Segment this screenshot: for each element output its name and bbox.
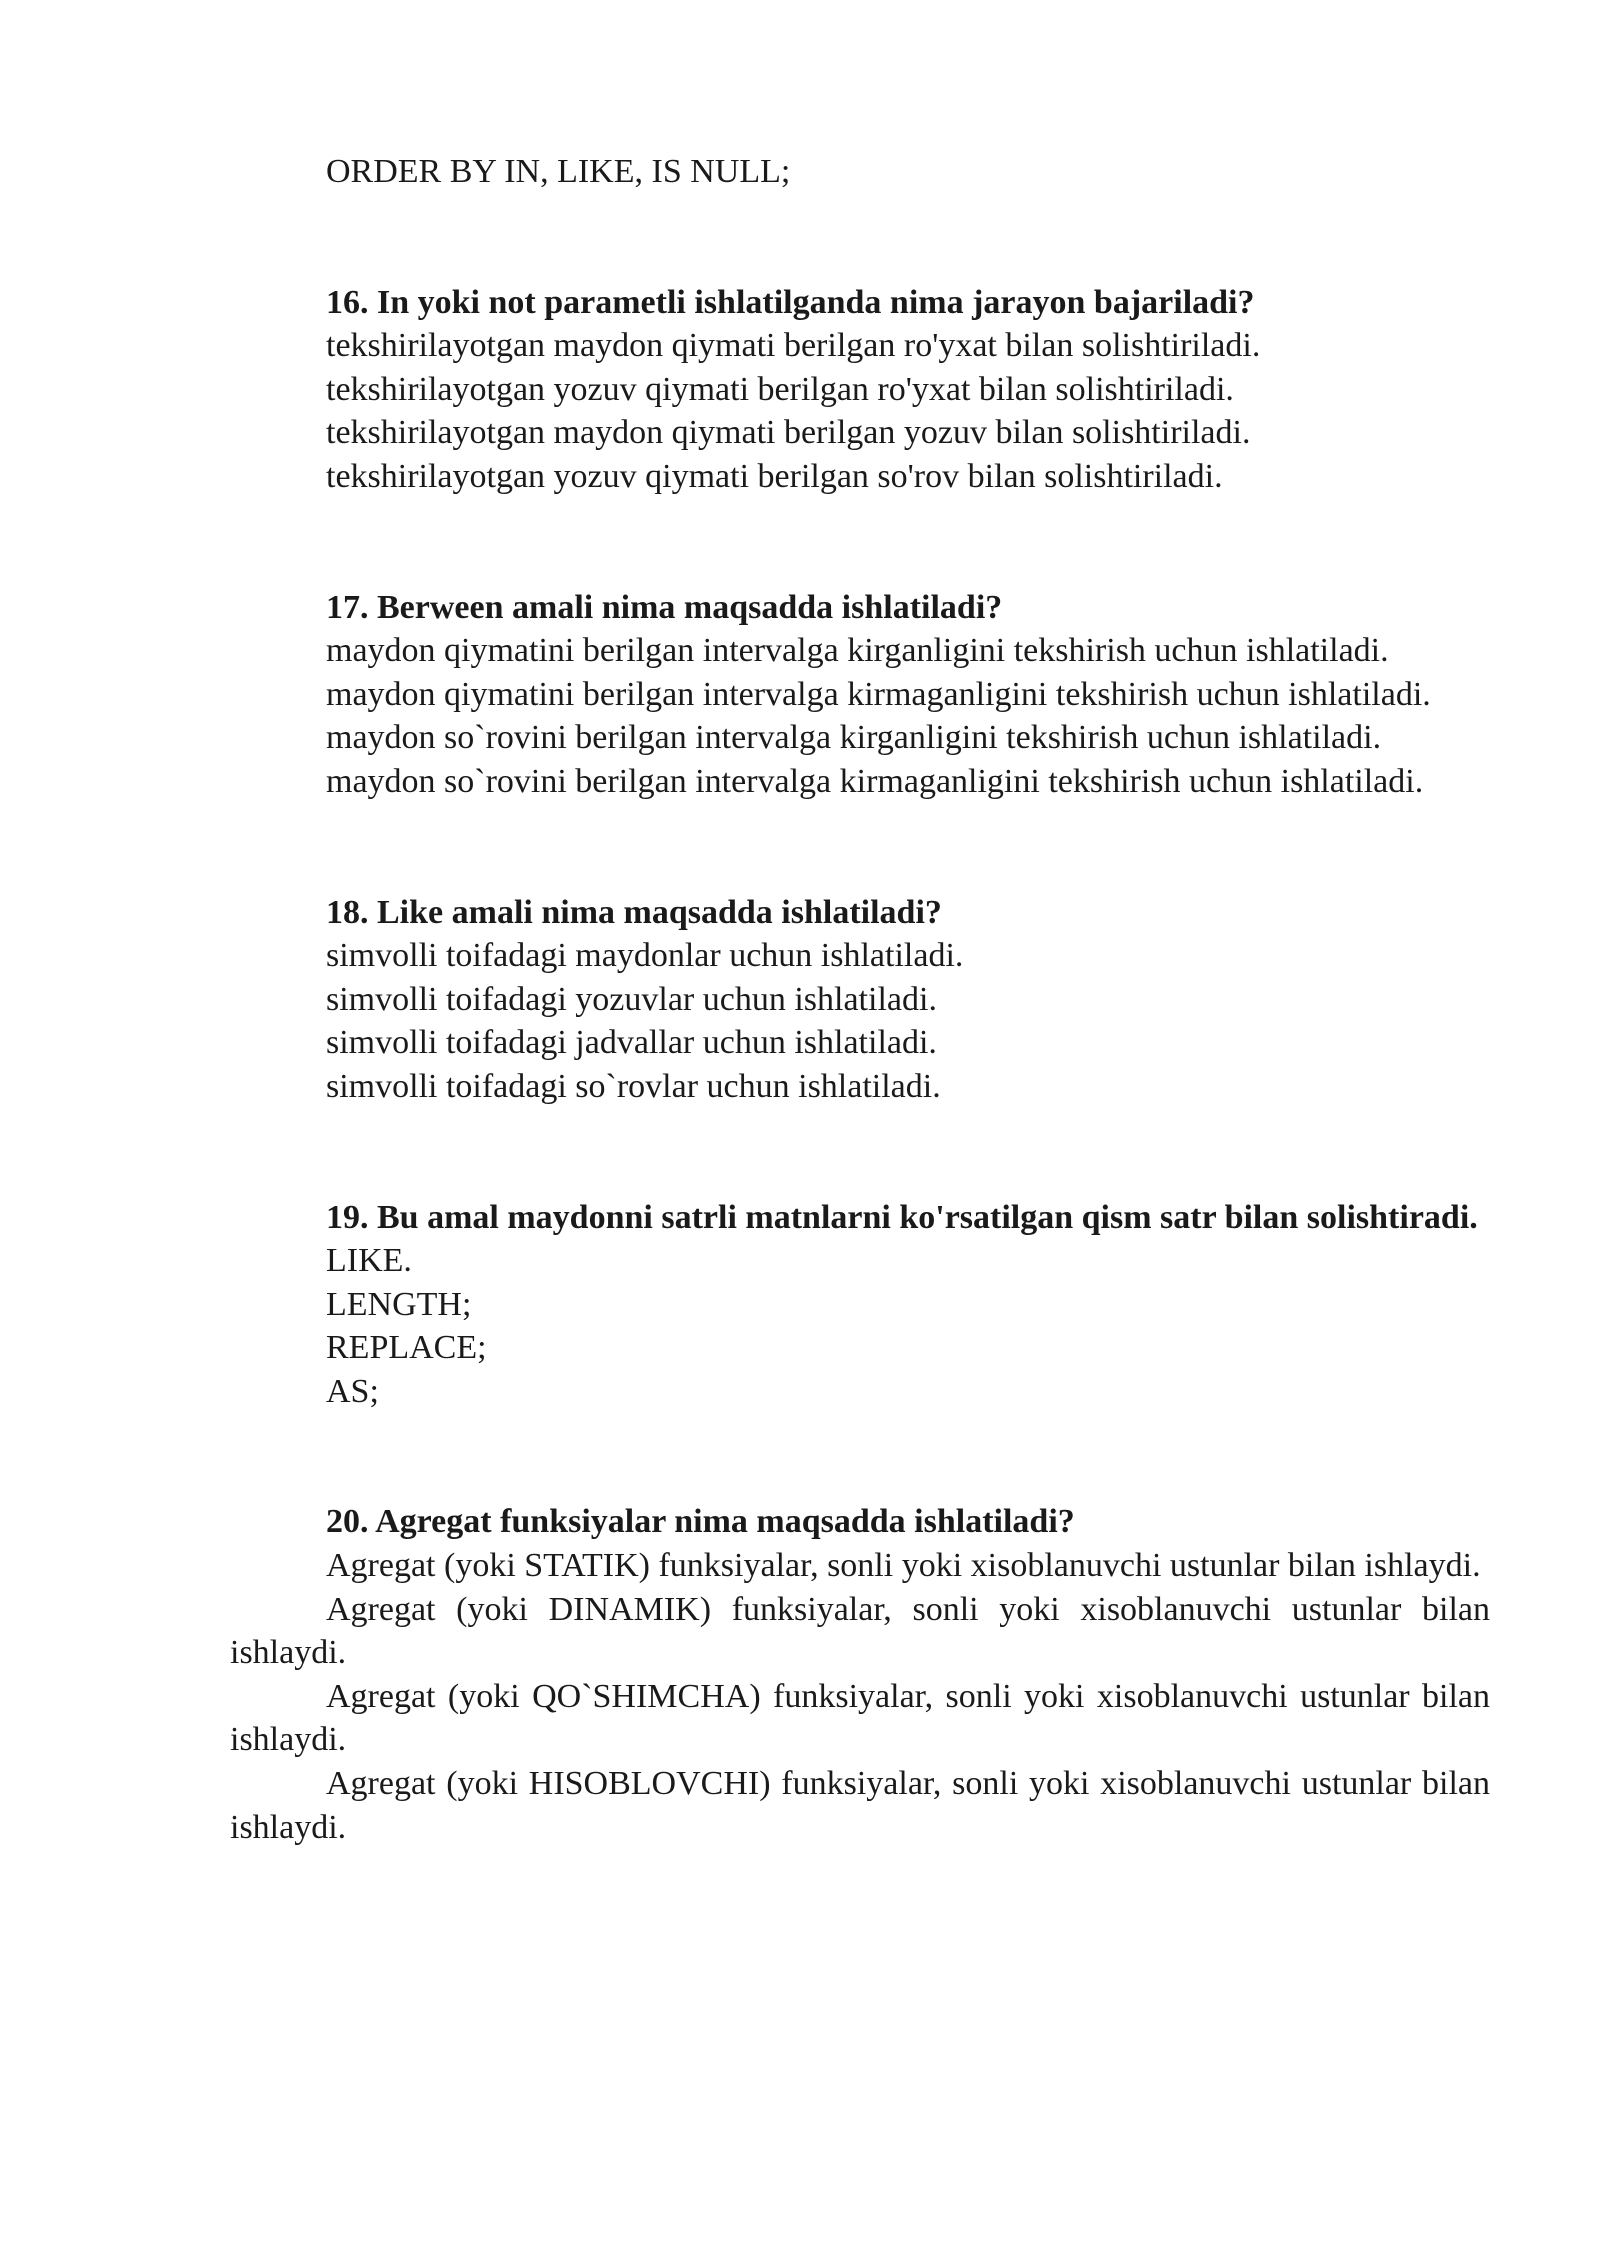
question-title: 17. Berween amali nima maqsadda ishlatiladi? bbox=[326, 588, 1003, 626]
answer-option: simvolli toifadagi so`rovlar uchun ishlatiladi. bbox=[326, 1067, 941, 1105]
lead-line: ORDER BY IN, LIKE, IS NULL; bbox=[326, 153, 791, 190]
document-page bbox=[230, 150, 1490, 1849]
question-17 bbox=[230, 586, 1490, 804]
answer-option: tekshirilayotgan yozuv qiymati berilgan ro'yxat bilan solishtiriladi. bbox=[326, 370, 1234, 408]
question-title: 20. Agregat funksiyalar nima maqsadda ishlatiladi? bbox=[326, 1503, 1075, 1541]
answer-list bbox=[230, 1239, 1490, 1413]
answer-option: Agregat (yoki STATIK) funksiyalar, sonli yoki xisoblanuvchi ustunlar bilan ishlaydi. bbox=[326, 1547, 1481, 1585]
answer-option: maydon so`rovini berilgan intervalga kirmaganligini tekshirish uchun ishlatiladi. bbox=[326, 762, 1424, 800]
answer-option: Agregat (yoki HISOBLOVCHI) funksiyalar, sonli yoki xisoblanuvchi ustunlar bilan ishlaydi. bbox=[230, 1765, 1490, 1846]
answer-list bbox=[230, 1544, 1490, 1849]
answer-option: maydon so`rovini berilgan intervalga kirganligini tekshirish uchun ishlatiladi. bbox=[326, 719, 1382, 757]
question-title: 19. Bu amal maydonni satrli matnlarni ko'rsatilgan qism satr bilan solishtiradi. bbox=[326, 1198, 1478, 1236]
answer-option: tekshirilayotgan maydon qiymati berilgan yozuv bilan solishtiriladi. bbox=[326, 414, 1251, 452]
question-20 bbox=[230, 1500, 1490, 1849]
question-19 bbox=[230, 1196, 1490, 1414]
answer-list bbox=[230, 324, 1490, 498]
answer-option: maydon qiymatini berilgan intervalga kirmaganligini tekshirish uchun ishlatiladi. bbox=[326, 675, 1431, 713]
answer-option: maydon qiymatini berilgan intervalga kirganligini tekshirish uchun ishlatiladi. bbox=[326, 632, 1389, 670]
answer-option: Agregat (yoki DINAMIK) funksiyalar, sonli yoki xisoblanuvchi ustunlar bilan ishlaydi. bbox=[230, 1590, 1490, 1672]
question-title: 18. Like amali nima maqsadda ishlatiladi? bbox=[326, 893, 942, 931]
answer-option: tekshirilayotgan maydon qiymati berilgan ro'yxat bilan solishtiriladi. bbox=[326, 327, 1261, 365]
answer-option: Agregat (yoki QO`SHIMCHA) funksiyalar, sonli yoki xisoblanuvchi ustunlar bilan ishlaydi. bbox=[230, 1677, 1490, 1759]
answer-option: REPLACE; bbox=[326, 1329, 487, 1367]
question-title: 16. In yoki not parametli ishlatilganda nima jarayon bajariladi? bbox=[326, 283, 1255, 321]
answer-list bbox=[230, 629, 1490, 803]
question-18 bbox=[230, 891, 1490, 1109]
answer-list bbox=[230, 934, 1490, 1108]
answer-option: tekshirilayotgan yozuv qiymati berilgan so'rov bilan solishtiriladi. bbox=[326, 457, 1223, 495]
answer-option: simvolli toifadagi jadvallar uchun ishlatiladi. bbox=[326, 1024, 937, 1062]
answer-option: AS; bbox=[326, 1372, 379, 1410]
answer-option: LENGTH; bbox=[326, 1285, 472, 1323]
answer-option: simvolli toifadagi yozuvlar uchun ishlatiladi. bbox=[326, 980, 937, 1018]
question-16 bbox=[230, 281, 1490, 499]
answer-option: simvolli toifadagi maydonlar uchun ishlatiladi. bbox=[326, 937, 964, 975]
answer-option: LIKE. bbox=[326, 1242, 412, 1280]
